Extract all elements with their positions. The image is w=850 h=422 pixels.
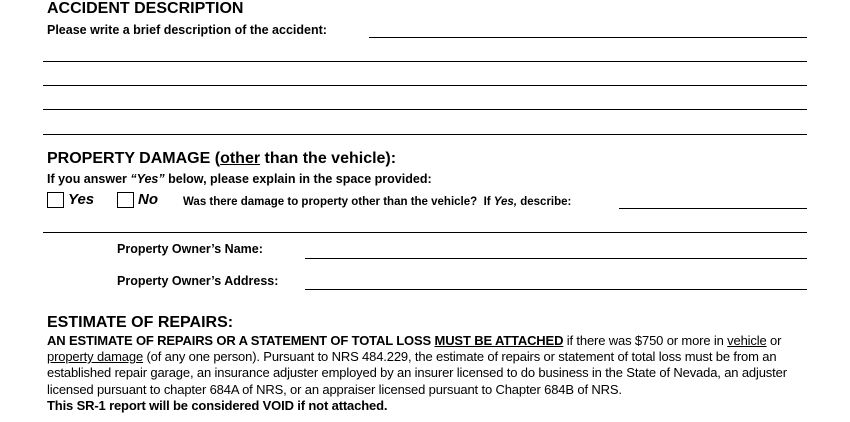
question-text: Was there damage to property other than the vehicle?: [183, 196, 478, 208]
property-damage-heading-post: than the vehicle):: [260, 150, 397, 167]
void-notice: This SR-1 report will be considered VOID if not attached.: [47, 397, 388, 413]
if-pre: If: [483, 196, 494, 208]
property-damage-describe-line-2[interactable]: [43, 232, 807, 233]
property-owner-name-field[interactable]: [305, 258, 807, 259]
yes-checkbox-label: Yes: [68, 191, 95, 208]
property-owner-name-label: Property Owner’s Name:: [117, 242, 263, 256]
accident-description-line-1[interactable]: [369, 37, 807, 38]
accident-description-line-3[interactable]: [43, 85, 807, 86]
no-checkbox[interactable]: [117, 192, 134, 208]
accident-description-prompt: Please write a brief description of the accident:: [47, 23, 327, 37]
yes-checkbox[interactable]: [47, 192, 64, 208]
estimate-of-repairs-paragraph: [47, 333, 817, 414]
instruction-yes: “Yes”: [130, 172, 165, 186]
estimate-p6: (of any one person). Pursuant to NRS 484.229, the estimate of repairs or statement of total loss must be from an established repair garage, an insurance adjuster employed by an insurer licensed to do business in the State of Nevada, an adjuster licensed pursuant to chapter 684A of NRS, or an appraiser licensed pursuant to Chapter 684B of NRS.: [47, 349, 787, 397]
property-damage-question: [183, 195, 571, 210]
property-damage-heading-other: other: [220, 150, 261, 167]
property-owner-address-label: Property Owner’s Address:: [117, 274, 279, 288]
if-yes: Yes,: [493, 196, 518, 208]
must-be-attached: MUST BE ATTACHED: [434, 333, 564, 348]
accident-description-heading: ACCIDENT DESCRIPTION: [47, 0, 244, 17]
property-damage-heading: [47, 150, 396, 168]
estimate-p1: AN ESTIMATE OF REPAIRS OR A STATEMENT OF TOTAL LOSS: [47, 333, 435, 348]
property-damage-describe-line-1[interactable]: [619, 208, 807, 209]
accident-description-line-4[interactable]: [43, 109, 807, 110]
if-post: describe:: [517, 196, 572, 208]
estimate-of-repairs-heading: ESTIMATE OF REPAIRS:: [47, 314, 234, 331]
accident-description-line-5[interactable]: [43, 134, 807, 135]
estimate-p4: or: [766, 333, 782, 348]
property-damage-heading-pre: PROPERTY DAMAGE (: [47, 150, 221, 167]
vehicle-underlined: vehicle: [727, 333, 767, 348]
estimate-p2: if there was $750 or more in: [563, 333, 728, 348]
no-checkbox-label: No: [138, 191, 158, 208]
instruction-post: below, please explain in the space provided:: [164, 172, 432, 186]
accident-description-line-2[interactable]: [43, 61, 807, 62]
property-damage-instruction: [47, 172, 432, 187]
property-owner-address-field[interactable]: [305, 289, 807, 290]
instruction-pre: If you answer: [47, 172, 131, 186]
property-damage-underlined: property damage: [47, 349, 144, 365]
